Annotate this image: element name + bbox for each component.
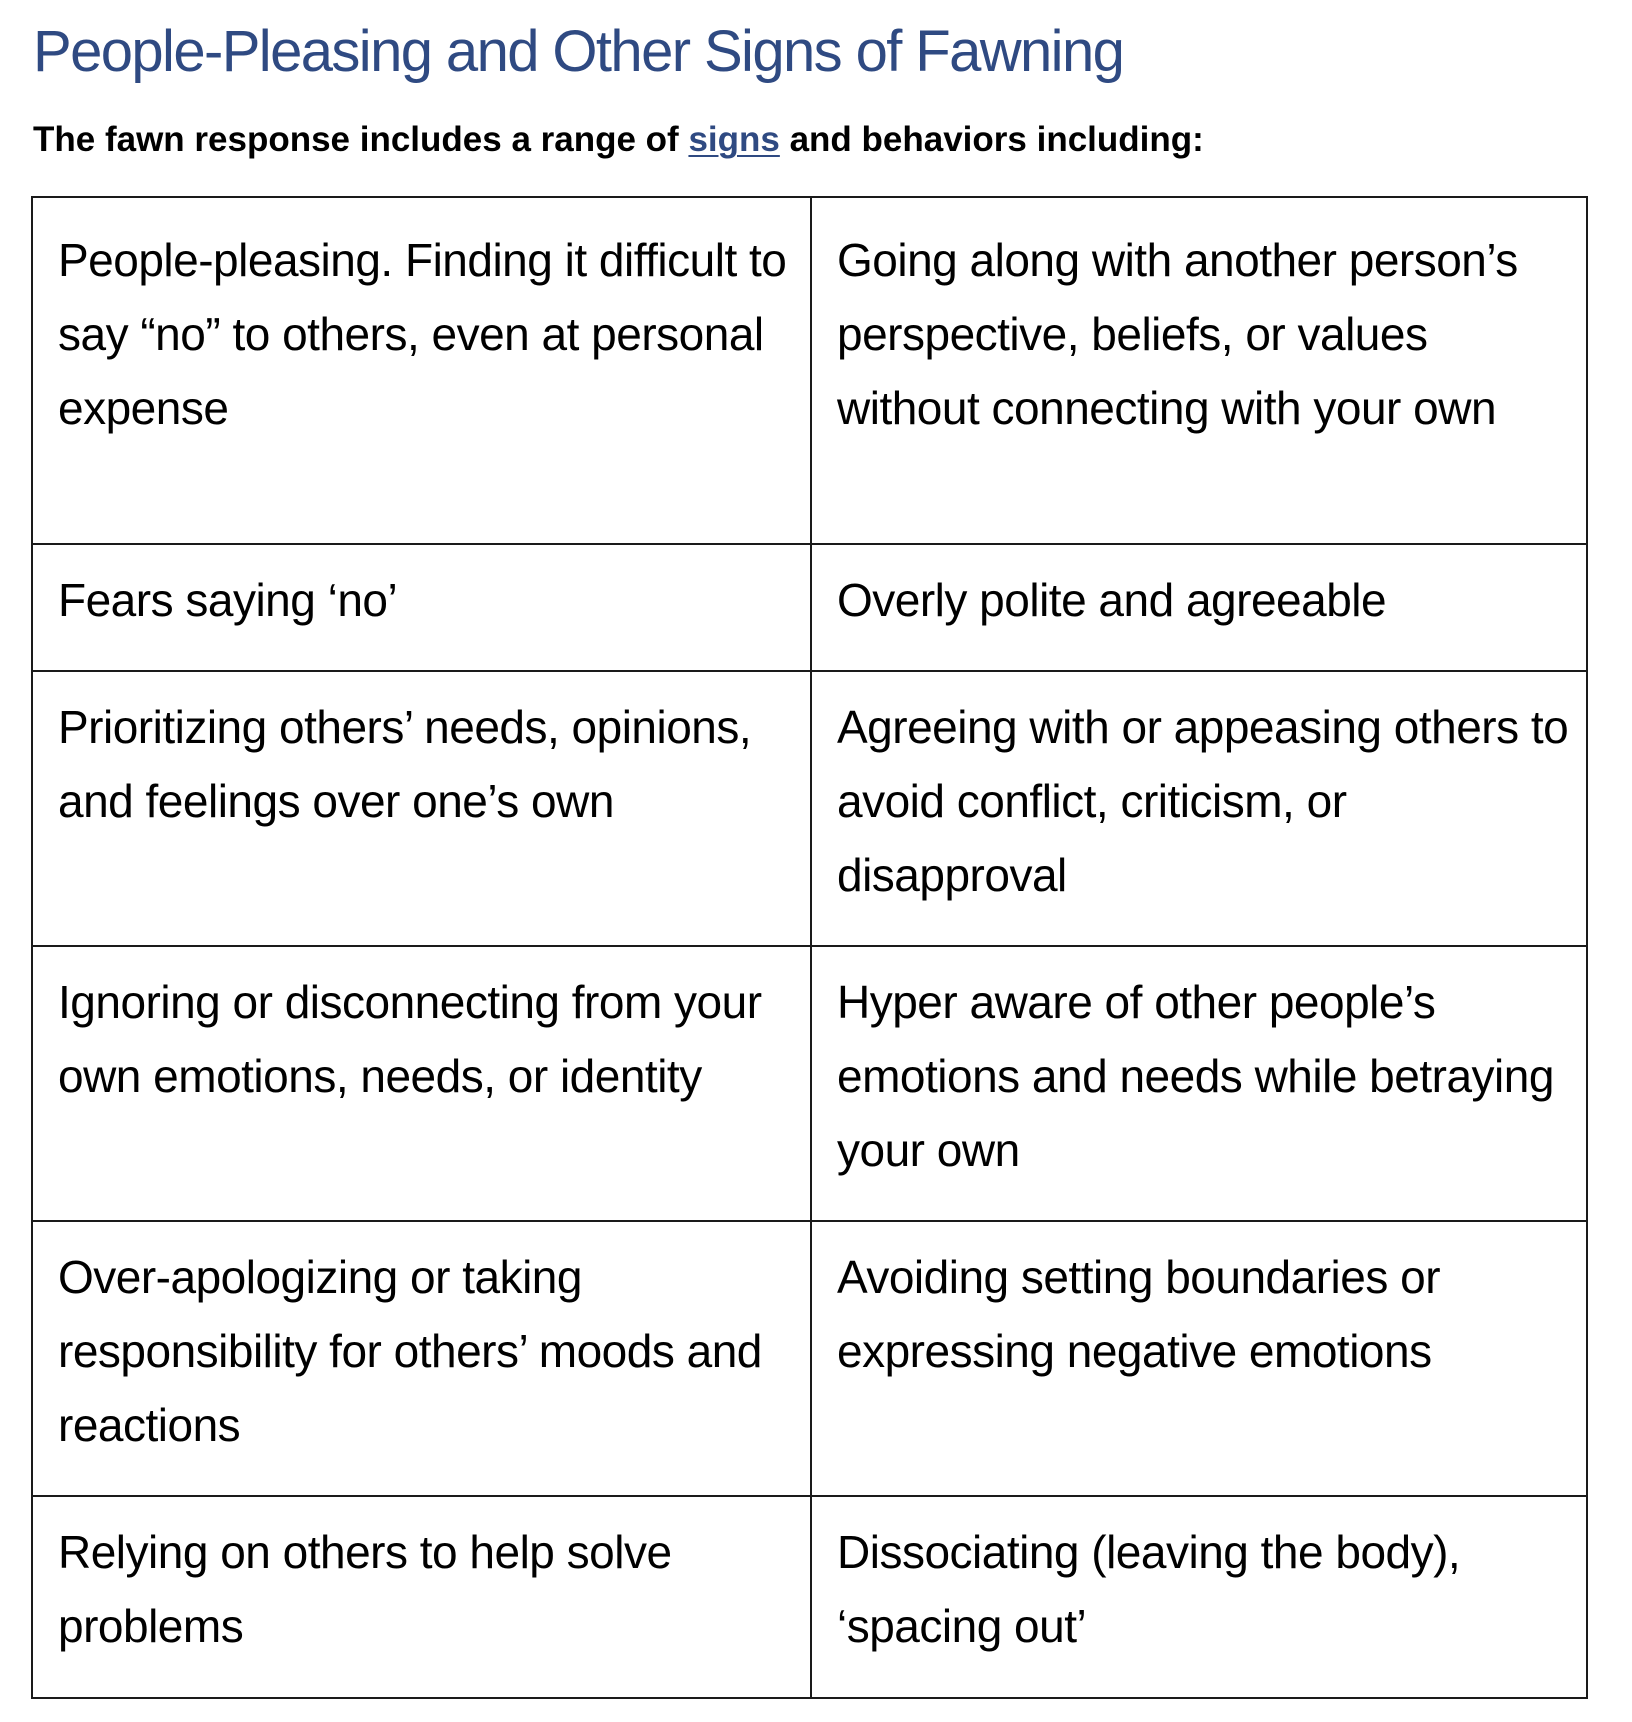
table-cell: Agreeing with or appeasing others to avoid conflict, criticism, or disapproval [811, 671, 1587, 946]
table-cell: People-pleasing. Finding it difficult to say “no” to others, even at personal expense [32, 197, 811, 544]
table-cell: Dissociating (leaving the body), ‘spacing out’ [811, 1496, 1587, 1698]
table-cell: Going along with another person’s perspective, beliefs, or values without connecting with your own [811, 197, 1587, 544]
table-cell: Hyper aware of other people’s emotions and needs while betraying your own [811, 946, 1587, 1221]
page-title: People-Pleasing and Other Signs of Fawning [33, 19, 1124, 84]
signs-table [31, 196, 1588, 1699]
table-cell: Ignoring or disconnecting from your own emotions, needs, or identity [32, 946, 811, 1221]
table-cell: Over-apologizing or taking responsibility for others’ moods and reactions [32, 1221, 811, 1496]
table-row [32, 197, 1587, 544]
table-cell: Avoiding setting boundaries or expressing negative emotions [811, 1221, 1587, 1496]
intro-after: and behaviors including: [779, 120, 1204, 159]
intro-before: The fawn response includes a range of [33, 120, 689, 159]
table-cell: Overly polite and agreeable [811, 544, 1587, 671]
table-row [32, 544, 1587, 671]
table-row [32, 1221, 1587, 1496]
table-cell: Prioritizing others’ needs, opinions, and feelings over one’s own [32, 671, 811, 946]
table-row [32, 1496, 1587, 1698]
table-cell: Relying on others to help solve problems [32, 1496, 811, 1698]
table-row [32, 671, 1587, 946]
intro-text [33, 114, 1204, 166]
table-row [32, 946, 1587, 1221]
table-cell: Fears saying ‘no’ [32, 544, 811, 671]
signs-link[interactable]: signs [688, 120, 780, 159]
